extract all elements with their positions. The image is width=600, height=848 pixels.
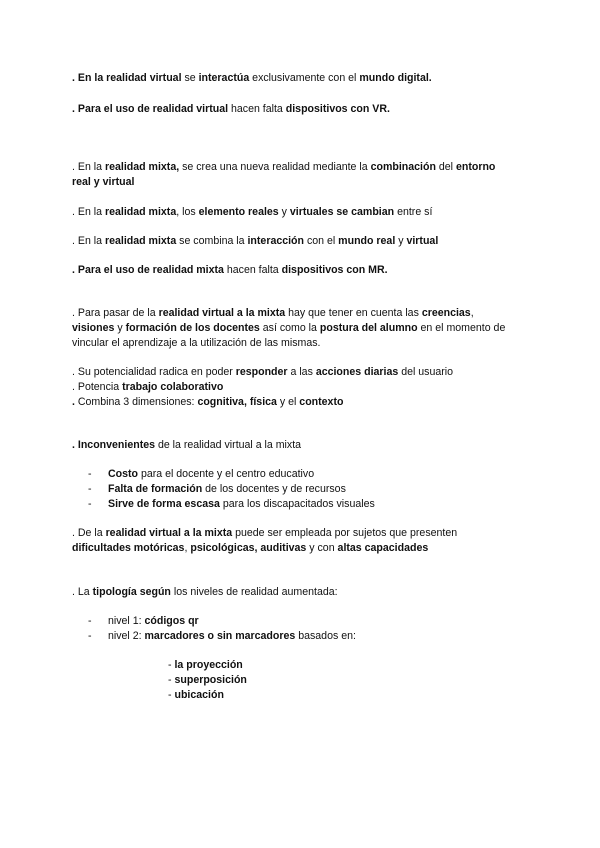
inconv-dash-1: - — [88, 483, 92, 495]
inconv-dash-0: - — [88, 468, 92, 480]
potencial-line-2: . Potencia trabajo colaborativo — [72, 381, 224, 393]
mixta-line-1: . En la realidad mixta, se crea una nueva realidad mediante la combinación del entorno — [72, 161, 496, 173]
pasar-line-2: visiones y formación de los docentes así como la postura del alumno en el momento de — [72, 322, 506, 334]
inconv-item-1: Falta de formación de los docentes y de recursos — [108, 483, 346, 495]
tipologia-title: . La tipología según los niveles de realidad aumentada: — [72, 586, 338, 598]
mixta-line-4: . Para el uso de realidad mixta hacen falta dispositivos con MR. — [72, 264, 388, 276]
inconv-item-0: Costo para el docente y el centro educativo — [108, 468, 315, 480]
sujetos-line-2: dificultades motóricas, psicológicas, auditivas y con altas capacidades — [72, 542, 429, 554]
potencial-line-3: . Combina 3 dimensiones: cognitiva, física y el contexto — [72, 396, 344, 408]
potencial-line-1: . Su potencialidad radica en poder responder a las acciones diarias del usuario — [72, 366, 454, 378]
inconv-dash-2: - — [88, 498, 92, 510]
tipologia-dash-0: - — [88, 615, 92, 627]
sujetos-line-1: . De la realidad virtual a la mixta puede ser empleada por sujetos que presenten — [72, 527, 458, 539]
inconv-item-2: Sirve de forma escasa para los discapacitados visuales — [108, 498, 375, 510]
tipologia-sub-1: - superposición — [168, 674, 247, 686]
tipologia-item-0: nivel 1: códigos qr — [108, 615, 199, 627]
pasar-line-3: vincular el aprendizaje a la utilización de las mismas. — [72, 337, 321, 349]
vr-line-2: . Para el uso de realidad virtual hacen falta dispositivos con VR. — [72, 103, 390, 115]
inconv-title: . Inconvenientes de la realidad virtual a la mixta — [72, 439, 302, 451]
tipologia-dash-1: - — [88, 630, 92, 642]
tipologia-item-1: nivel 2: marcadores o sin marcadores basados en: — [108, 630, 356, 642]
mixta-line-2: . En la realidad mixta, los elemento reales y virtuales se cambian entre sí — [72, 206, 433, 218]
mixta-line-1b: real y virtual — [72, 176, 135, 188]
tipologia-sub-0: - la proyección — [168, 659, 243, 671]
pasar-line-1: . Para pasar de la realidad virtual a la mixta hay que tener en cuenta las creencias, — [72, 307, 474, 319]
mixta-line-3: . En la realidad mixta se combina la interacción con el mundo real y virtual — [72, 235, 439, 247]
vr-line-1: . En la realidad virtual se interactúa exclusivamente con el mundo digital. — [72, 72, 432, 84]
tipologia-sub-2: - ubicación — [168, 689, 224, 701]
